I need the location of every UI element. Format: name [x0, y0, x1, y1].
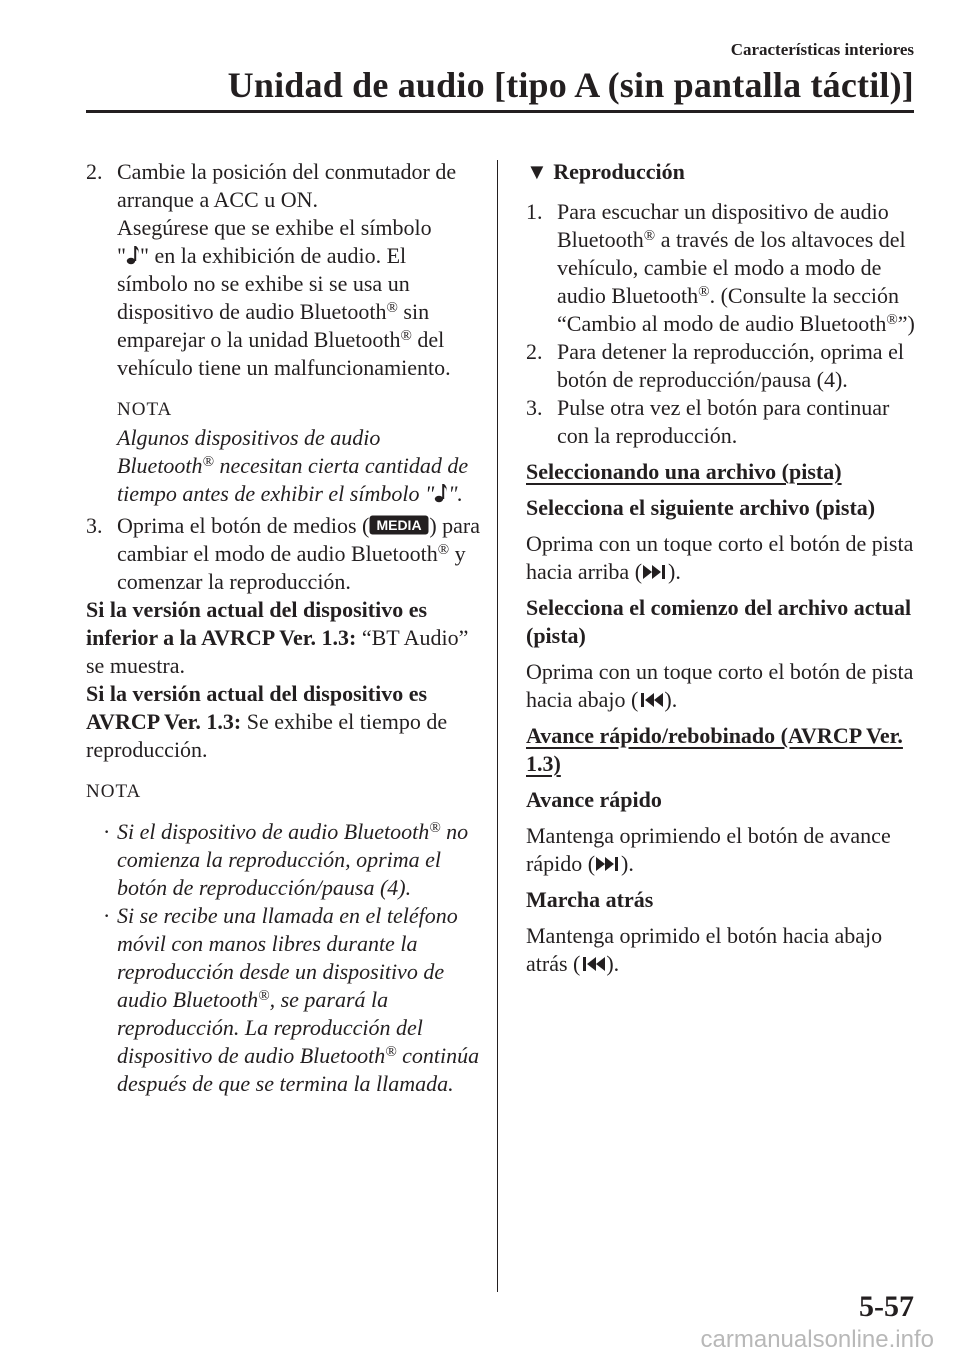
playback-step-1: 1. Para escuchar un dispositivo de audio Bluetooth® a través de los altavoces del vehículo, cambie el modo a modo de audio Bluetooth®. (Consulte la sección “Cambio al modo de audio Bluetooth®”) — [526, 199, 915, 336]
triangle-marker-icon: ▼ — [526, 159, 548, 184]
page-number: 5-57 — [859, 1290, 914, 1323]
subheading-rewind: Marcha atrás — [526, 887, 654, 912]
music-note-icon — [434, 483, 448, 503]
note-label: NOTA — [86, 781, 142, 802]
track-down-icon — [580, 955, 606, 973]
note-bullet-1: · Si el dispositivo de audio Bluetooth® no comienza la reproducción, oprima el botón de reproducción/pausa (4). — [103, 819, 469, 900]
subheading-fast-forward-rewind: Avance rápido/rebobinado (AVRCP Ver. 1.3) — [526, 723, 903, 776]
playback-step-3: 3. Pulse otra vez el botón para continuar con la reproducción. — [526, 395, 890, 448]
step-3: 3. Oprima el botón de medios ( MEDIA ) para cambiar el modo de audio Bluetooth® y comenzar la reproducción. — [86, 513, 481, 594]
subheading-next-file: Selecciona el siguiente archivo (pista) — [526, 495, 876, 520]
note-bullet-2: · Si se recibe una llamada en el teléfono móvil con manos libres durante la reproducción desde un dispositivo de audio Bluetooth®, se parará la reproducción. La reproducción del dispositivo de audio Bluetooth® continúa después de que se termina la llamada. — [103, 903, 480, 1096]
avrcp-lower-note: Si la versión actual del dispositivo es inferior a la AVRCP Ver. 1.3: “BT Audio” se muestra. — [86, 597, 469, 678]
track-up-icon — [595, 855, 621, 873]
media-icon-label: MEDIA — [376, 517, 422, 533]
page-title: Unidad de audio [tipo A (sin pantalla táctil)] — [227, 65, 914, 105]
next-file-text: Oprima con un toque corto el botón de pista hacia arriba ( ). — [526, 531, 914, 584]
left-column — [86, 158, 481, 1098]
section-heading-playback: ▼ Reproducción — [526, 159, 685, 184]
fast-forward-text: Mantenga oprimiendo el botón de avance rápido ( ). — [526, 823, 891, 876]
column-divider — [497, 160, 498, 1292]
rewind-text: Mantenga oprimido el botón hacia abajo atrás ( ). — [526, 923, 883, 976]
current-file-text: Oprima con un toque corto el botón de pista hacia abajo ( ). — [526, 659, 914, 712]
music-note-icon — [126, 245, 140, 265]
track-up-icon — [642, 563, 668, 581]
header-rule — [86, 110, 914, 113]
playback-step-2: 2. Para detener la reproducción, oprima el botón de reproducción/pausa (4). — [526, 339, 904, 392]
note-label: NOTA — [117, 399, 173, 420]
right-column — [526, 158, 918, 978]
watermark: carmanualsonline.info — [700, 1326, 934, 1353]
subheading-current-file: Selecciona el comienzo del archivo actual (pista) — [526, 595, 912, 648]
header-section: Características interiores — [730, 40, 914, 59]
track-down-icon — [638, 691, 664, 709]
subheading-fast-forward: Avance rápido — [526, 787, 662, 812]
avrcp-equal-note: Si la versión actual del dispositivo es AVRCP Ver. 1.3: Se exhibe el tiempo de reproducción. — [86, 681, 448, 762]
media-button-icon — [369, 515, 429, 535]
step-2: 2. Cambie la posición del conmutador de arranque a ACC u ON. Asegúrese que se exhibe el símbolo " " en la exhibición de audio. El símbolo no se exhibe si se usa un dispositivo de audio Bluetooth® sin emparejar o la unidad Bluetooth® del vehículo tiene un malfuncionamiento. — [86, 159, 457, 380]
subheading-select-file: Seleccionando una archivo (pista) — [526, 459, 842, 484]
note-text: Algunos dispositivos de audio Bluetooth® necesitan cierta cantidad de tiempo antes de exhibir el símbolo " ". — [117, 425, 469, 506]
